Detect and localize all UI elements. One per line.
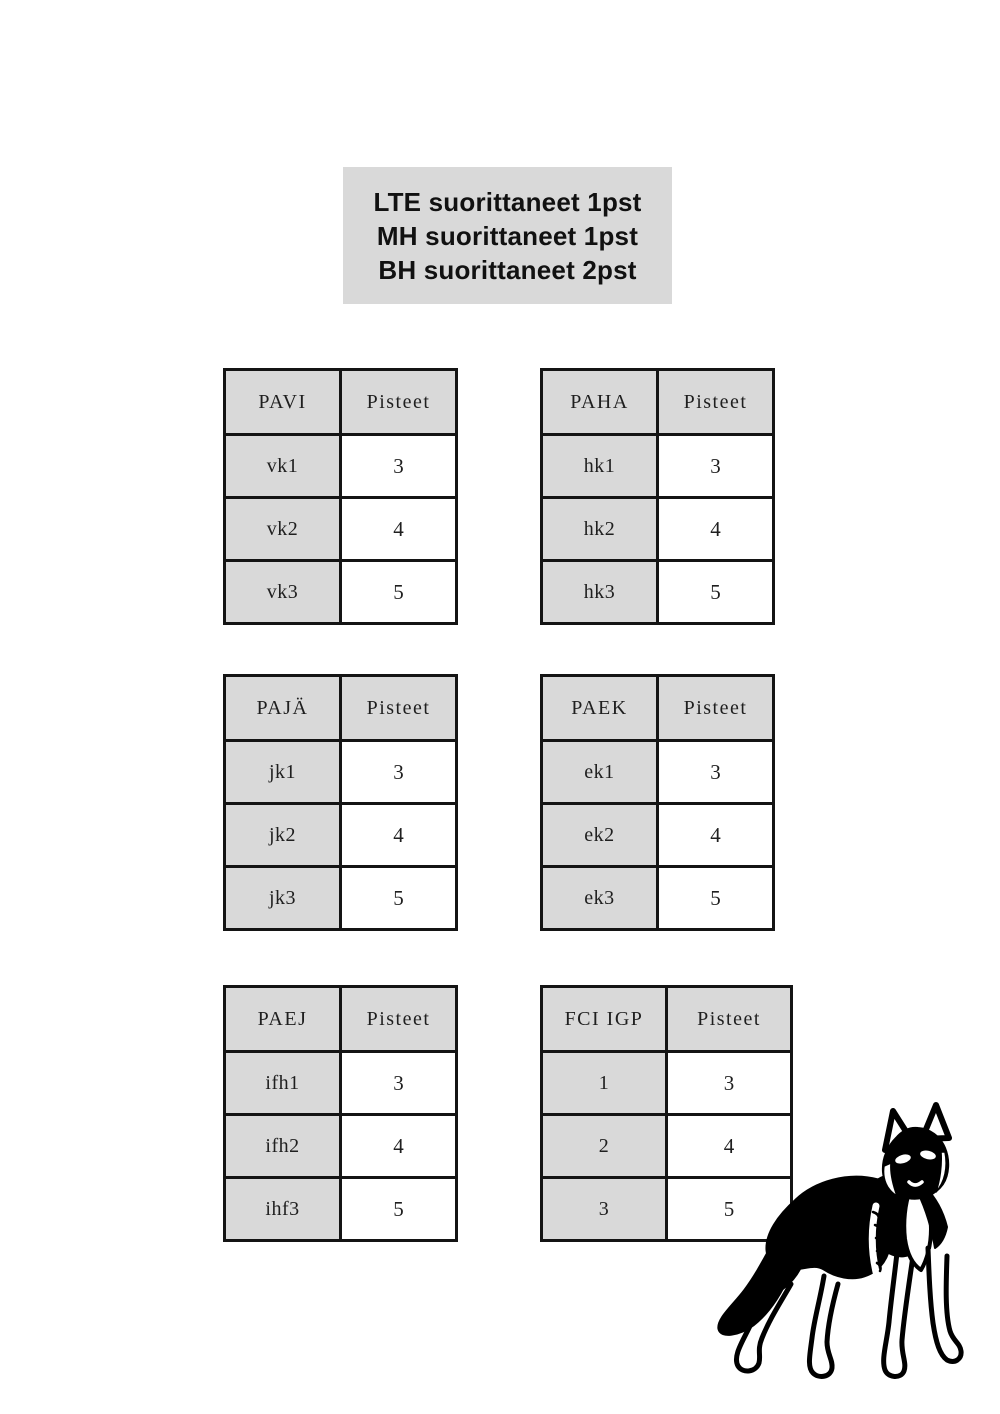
points-header-cell: Pisteet [341,676,457,741]
table-row [225,867,457,930]
points-header-cell: Pisteet [341,987,457,1052]
points-value-cell: 3 [667,1052,792,1115]
row-label-cell: 2 [542,1115,667,1178]
points-value-cell: 4 [658,498,774,561]
points-value-cell: 3 [658,741,774,804]
table-paha [540,368,775,625]
table-header-row [225,370,457,435]
row-label-cell: hk3 [542,561,658,624]
row-label-cell: ek3 [542,867,658,930]
table-row [225,1178,457,1241]
table-row [225,561,457,624]
points-value-cell: 5 [658,561,774,624]
table-header-row [225,987,457,1052]
row-label-cell: jk3 [225,867,341,930]
points-value-cell: 5 [658,867,774,930]
points-header-cell: Pisteet [341,370,457,435]
table-row [225,498,457,561]
row-label-cell: ek2 [542,804,658,867]
table-title-cell: PAEK [542,676,658,741]
table-row [542,561,774,624]
row-label-cell: ihf3 [225,1178,341,1241]
points-value-cell: 5 [667,1178,792,1241]
row-label-cell: hk1 [542,435,658,498]
table-row [225,1052,457,1115]
table-title-cell: PAVI [225,370,341,435]
table-header-row [542,676,774,741]
points-value-cell: 4 [341,1115,457,1178]
table-row [542,804,774,867]
table-row [225,1115,457,1178]
row-label-cell: jk2 [225,804,341,867]
table-row [542,435,774,498]
header-note-line: MH suorittaneet 1pst [376,220,639,251]
row-label-cell: 3 [542,1178,667,1241]
points-value-cell: 5 [341,867,457,930]
table-pavi [223,368,458,625]
dog-front-leg-far [884,1244,913,1377]
row-label-cell: ek1 [542,741,658,804]
table-paej [223,985,458,1242]
table-row [542,498,774,561]
points-value-cell: 5 [341,1178,457,1241]
row-label-cell: vk1 [225,435,341,498]
row-label-cell: vk3 [225,561,341,624]
table-row [542,741,774,804]
row-label-cell: ifh2 [225,1115,341,1178]
row-label-cell: ifh1 [225,1052,341,1115]
table-title-cell: PAHA [542,370,658,435]
row-label-cell: jk1 [225,741,341,804]
table-row [225,741,457,804]
points-value-cell: 3 [341,1052,457,1115]
table-title-cell: PAEJ [225,987,341,1052]
points-value-cell: 3 [658,435,774,498]
points-header-cell: Pisteet [658,676,774,741]
table-row [542,867,774,930]
row-label-cell: 1 [542,1052,667,1115]
header-note-line: BH suorittaneet 2pst [378,254,637,285]
points-value-cell: 3 [341,741,457,804]
points-value-cell: 4 [658,804,774,867]
header-note-line: LTE suorittaneet 1pst [373,186,642,217]
points-value-cell: 5 [341,561,457,624]
table-row [225,435,457,498]
table-row [225,804,457,867]
points-value-cell: 4 [341,804,457,867]
row-label-cell: vk2 [225,498,341,561]
table-title-cell: FCI IGP [542,987,667,1052]
points-header-cell: Pisteet [667,987,792,1052]
table-paek [540,674,775,931]
table-header-row [542,370,774,435]
dog-hind-leg-inner [809,1276,838,1376]
points-value-cell: 3 [341,435,457,498]
table-header-row [225,676,457,741]
points-value-cell: 4 [341,498,457,561]
german-shepherd-illustration [712,1092,968,1394]
points-header-cell: Pisteet [658,370,774,435]
points-value-cell: 4 [667,1115,792,1178]
table-header-row [542,987,792,1052]
dog-front-leg-near [928,1248,961,1361]
row-label-cell: hk2 [542,498,658,561]
table-title-cell: PAJÄ [225,676,341,741]
table-paja [223,674,458,931]
header-note [343,167,672,304]
